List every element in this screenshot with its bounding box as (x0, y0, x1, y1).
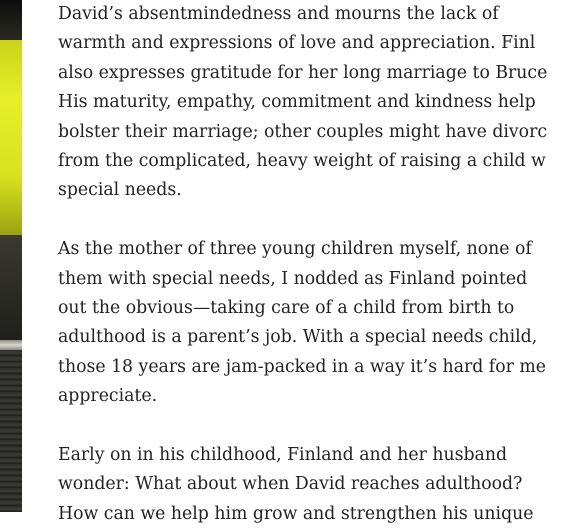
paragraph-line: His maturity, empathy, commitment and kindness help (58, 92, 536, 113)
paragraph-spacer (58, 411, 578, 440)
paragraph-2 (58, 235, 578, 411)
photo-band-yellow (0, 40, 22, 235)
paragraph-line: David’s absentmindedness and mourns the lack of (58, 4, 499, 24)
paragraph-spacer (58, 206, 578, 235)
paragraph-line: bolster their marriage; other couples might have divorc (58, 121, 548, 142)
photo-band-light (0, 340, 22, 350)
paragraph-line: out the obvious—taking care of a child from birth to (58, 297, 515, 318)
photo-band-top (0, 0, 22, 40)
paragraph-line: wonder: What about when David reaches adulthood? (58, 474, 523, 495)
photo-band-dark (0, 235, 22, 340)
paragraph-line: special needs. (58, 180, 182, 201)
paragraph-line: them with special needs, I nodded as Finland pointed (58, 268, 528, 289)
paragraph-line: those 18 years are jam-packed in a way it’s hard for me (58, 356, 546, 377)
paragraph-line: appreciate. (58, 386, 158, 407)
paragraph-line: As the mother of three young children myself, none of (58, 239, 532, 260)
paragraph-1 (58, 0, 578, 206)
paragraph-line: adulthood is a parent’s job. With a special needs child, (58, 327, 538, 348)
paragraph-line: Early on in his childhood, Finland and her husband (58, 444, 508, 465)
side-photo (0, 0, 22, 512)
paragraph-3 (58, 441, 578, 529)
paragraph-line: How can we help him grow and strengthen his unique (58, 503, 534, 524)
photo-band-bottom (0, 350, 22, 512)
paragraph-line: from the complicated, heavy weight of raising a child w (58, 150, 546, 171)
article-body (58, 0, 578, 529)
paragraph-line: warmth and expressions of love and appreciation. Finl (58, 33, 536, 54)
paragraph-line: also expresses gratitude for her long marriage to Bruce (58, 62, 548, 83)
